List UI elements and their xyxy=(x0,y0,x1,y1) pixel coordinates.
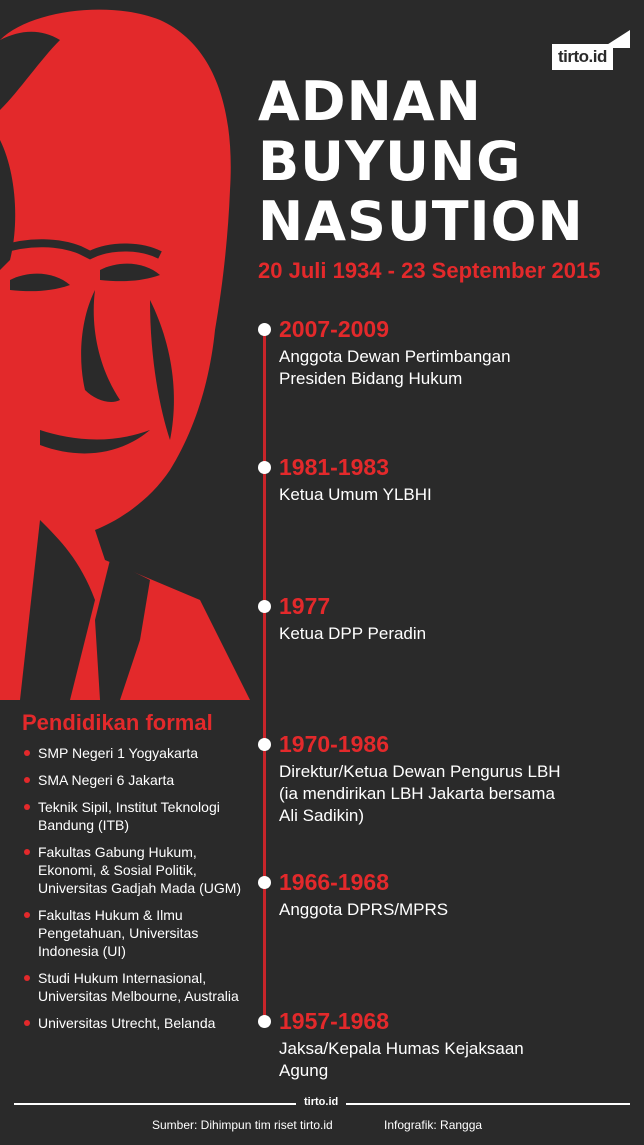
timeline-year: 1966-1968 xyxy=(279,869,389,895)
education-item xyxy=(22,771,252,789)
logo-text: tirto.id xyxy=(552,44,613,70)
bullet-icon xyxy=(24,777,30,783)
page-title xyxy=(258,72,638,252)
bullet-icon xyxy=(24,1020,30,1026)
education-item-text: Teknik Sipil, Institut Teknologi Bandung (ITB) xyxy=(38,799,220,833)
education-item xyxy=(22,1014,252,1032)
education-item-text: Universitas Utrecht, Belanda xyxy=(38,1015,216,1031)
timeline-line xyxy=(263,328,266,1020)
education-item xyxy=(22,798,252,834)
education-section xyxy=(22,710,252,1041)
timeline-dot xyxy=(258,738,271,751)
timeline-year: 1970-1986 xyxy=(279,731,389,757)
timeline-dot xyxy=(258,876,271,889)
timeline-desc: Ketua DPP Peradin xyxy=(279,624,427,643)
title-line: ADNAN xyxy=(258,70,482,133)
bullet-icon xyxy=(24,804,30,810)
life-dates: 20 Juli 1934 - 23 September 2015 xyxy=(258,258,601,283)
education-item xyxy=(22,843,252,897)
timeline-desc: Ketua Umum YLBHI xyxy=(279,485,432,504)
timeline-dot xyxy=(258,323,271,336)
timeline-year: 1981-1983 xyxy=(279,454,389,480)
footer-source: Sumber: Dihimpun tim riset tirto.id xyxy=(152,1118,333,1132)
bullet-icon xyxy=(24,750,30,756)
title-line: NASUTION xyxy=(258,190,584,253)
education-item xyxy=(22,744,252,762)
education-list xyxy=(22,744,252,1032)
education-item-text: Fakultas Gabung Hukum, Ekonomi, & Sosial Politik, Universitas Gadjah Mada (UGM) xyxy=(38,844,242,896)
bullet-icon xyxy=(24,849,30,855)
timeline-year: 2007-2009 xyxy=(279,316,389,342)
timeline-desc: Anggota Dewan Pertimbangan Presiden Bidang Hukum xyxy=(279,347,511,388)
education-item-text: SMA Negeri 6 Jakarta xyxy=(38,772,175,788)
bullet-icon xyxy=(24,975,30,981)
timeline-year: 1957-1968 xyxy=(279,1008,389,1034)
education-title: Pendidikan formal xyxy=(22,710,213,735)
timeline-desc: Jaksa/Kepala Humas Kejaksaan Agung xyxy=(279,1039,524,1080)
timeline-dot xyxy=(258,600,271,613)
education-item-text: Studi Hukum Internasional, Universitas Melbourne, Australia xyxy=(38,970,239,1004)
timeline-dot xyxy=(258,1015,271,1028)
education-item-text: SMP Negeri 1 Yogyakarta xyxy=(38,745,199,761)
timeline-dot xyxy=(258,461,271,474)
footer-brand: tirto.id xyxy=(296,1096,346,1108)
education-item xyxy=(22,969,252,1005)
education-item xyxy=(22,906,252,960)
tirto-logo[interactable] xyxy=(552,30,630,70)
footer-infographic-credit: Infografik: Rangga xyxy=(384,1118,483,1132)
portrait-illustration xyxy=(0,0,250,700)
timeline-year: 1977 xyxy=(279,593,331,619)
title-line: BUYUNG xyxy=(258,130,522,193)
logo-accent-shape xyxy=(602,30,630,48)
timeline-desc: Direktur/Ketua Dewan Pengurus LBH (ia mendirikan LBH Jakarta bersama Ali Sadikin) xyxy=(279,762,561,825)
bullet-icon xyxy=(24,912,30,918)
timeline-desc: Anggota DPRS/MPRS xyxy=(279,900,449,919)
education-item-text: Fakultas Hukum & Ilmu Pengetahuan, Universitas Indonesia (UI) xyxy=(38,907,199,959)
